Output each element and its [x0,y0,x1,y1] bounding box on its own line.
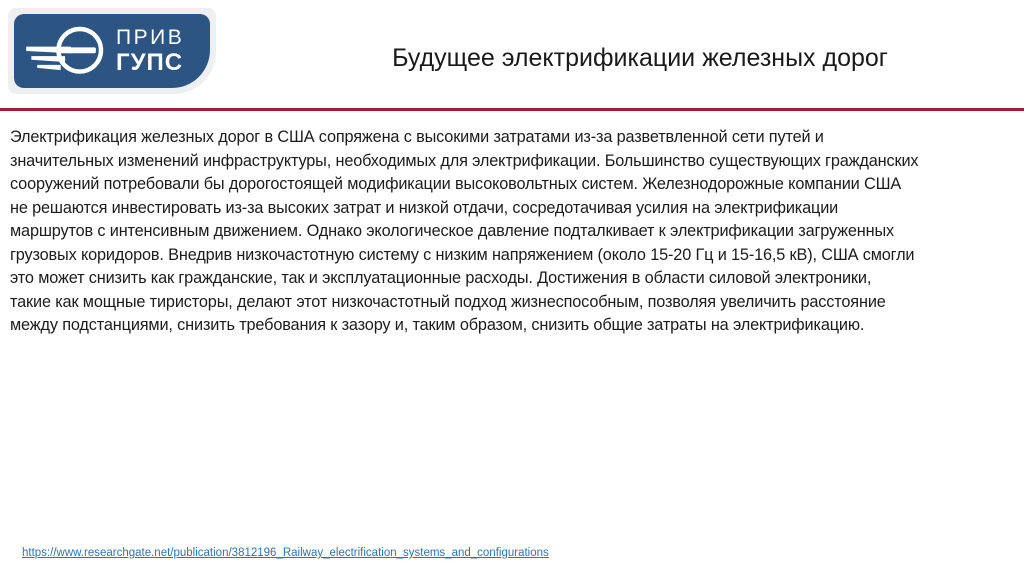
body-line: маршрутов с интенсивным движением. Однако экологическое давление подталкивает к электрификации загруженных [10,222,895,240]
privgups-logo [8,8,216,94]
body-line: это может снизить как гражданские, так и эксплуатационные расходы. Достижения в области силовой электроники, [10,269,872,287]
body-line: грузовых коридоров. Внедрив низкочастотную систему с низким напряжением (около 15-20 Гц и 15-16,5 кВ), США смогли [10,245,915,264]
body-line: между подстанциями, снизить требования к зазору и, таким образом, снизить общие затраты на электрификацию. [10,316,865,334]
slide-title: Будущее электрификации железных дорог [392,44,888,72]
header-divider [0,108,1024,111]
privgups-logo-plate [14,14,210,88]
logo-text-priv: ПРИВ [116,26,185,49]
logo-text-gups: ГУПС [116,49,184,76]
body-line: такие как мощные тиристоры, делают этот низкочастотный подход жизнеспособным, позволяя увеличить расстояние [10,292,886,311]
privgups-logo-text [116,27,184,75]
body-paragraph [10,126,1016,338]
source-link[interactable]: https://www.researchgate.net/publication/3812196_Railway_electrification_systems_and_configurations [22,547,549,559]
railway-wings-icon [22,18,114,84]
body-line: Электрификация железных дорог в США сопряжена с высокими затратами из-за разветвленной сети путей и [10,128,824,146]
body-line: сооружений потребовали бы дорогостоящей модификации высоковольтных систем. Железнодорожные компании США [10,175,902,193]
body-line: не решаются инвестировать из-за высоких затрат и низкой отдачи, сосредотачивая усилия на электрификации [10,198,839,217]
body-line: значительных изменений инфраструктуры, необходимых для электрификации. Большинство существующих гражданских [10,151,919,170]
